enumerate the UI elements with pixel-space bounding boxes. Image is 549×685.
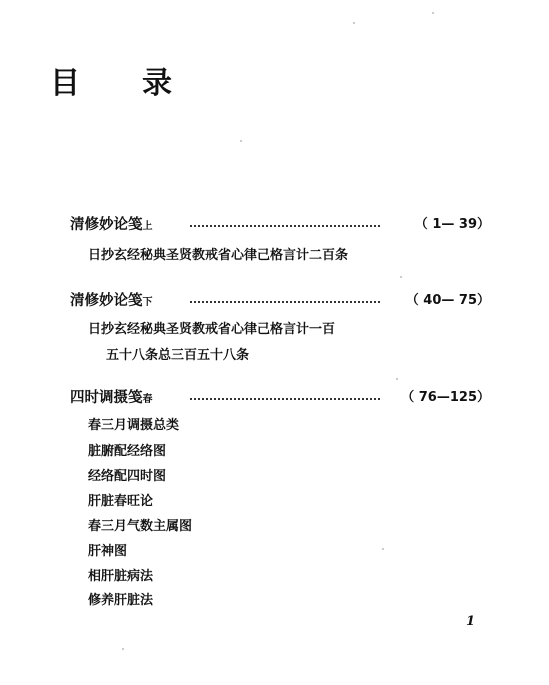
toc-subitem[interactable]: 春三月调摄总类: [88, 418, 180, 433]
dot-leader: [190, 398, 380, 400]
toc-subitem[interactable]: 春三月气数主属图: [88, 519, 193, 534]
toc-entry-label: 清修妙论笺上: [70, 216, 153, 233]
scan-speck: [400, 276, 402, 278]
dot-leader: [190, 225, 380, 227]
scan-speck: [396, 378, 398, 380]
toc-entry-2[interactable]: [70, 289, 490, 311]
scan-speck: [382, 548, 384, 550]
toc-entry-label: 清修妙论笺下: [70, 292, 153, 309]
toc-description: 五十八条总三百五十八条: [106, 348, 250, 363]
toc-entry-1[interactable]: [70, 213, 490, 235]
toc-entry-3[interactable]: [70, 386, 490, 408]
title-char-1: 目: [50, 66, 80, 101]
toc-subitem[interactable]: 肝脏春旺论: [88, 494, 154, 509]
scan-speck: [240, 140, 242, 142]
toc-description: 日抄玄经秘典圣贤教戒省心律己格言计一百: [88, 322, 336, 337]
toc-subitem[interactable]: 相肝脏病法: [88, 569, 154, 584]
scan-speck: [122, 648, 124, 650]
toc-subitem[interactable]: 经络配四时图: [88, 469, 167, 484]
dot-leader: [190, 301, 380, 303]
toc-subitem[interactable]: 修养肝脏法: [88, 593, 154, 608]
toc-entry-pages: （ 76—125）: [401, 390, 490, 405]
toc-entry-pages: （ 1— 39）: [414, 217, 490, 232]
toc-entry-pages: （ 40— 75）: [405, 293, 490, 308]
toc-subitem[interactable]: 肝神图: [88, 544, 128, 559]
toc-subitem[interactable]: 脏腑配经络图: [88, 444, 167, 459]
toc-description: 日抄玄经秘典圣贤教戒省心律己格言计二百条: [88, 248, 349, 263]
scan-speck: [432, 12, 434, 14]
title-char-2: 录: [142, 66, 172, 101]
toc-entry-label: 四时调摄笺春: [70, 389, 153, 406]
page-number: 1: [466, 614, 476, 629]
scan-speck: [353, 22, 355, 24]
